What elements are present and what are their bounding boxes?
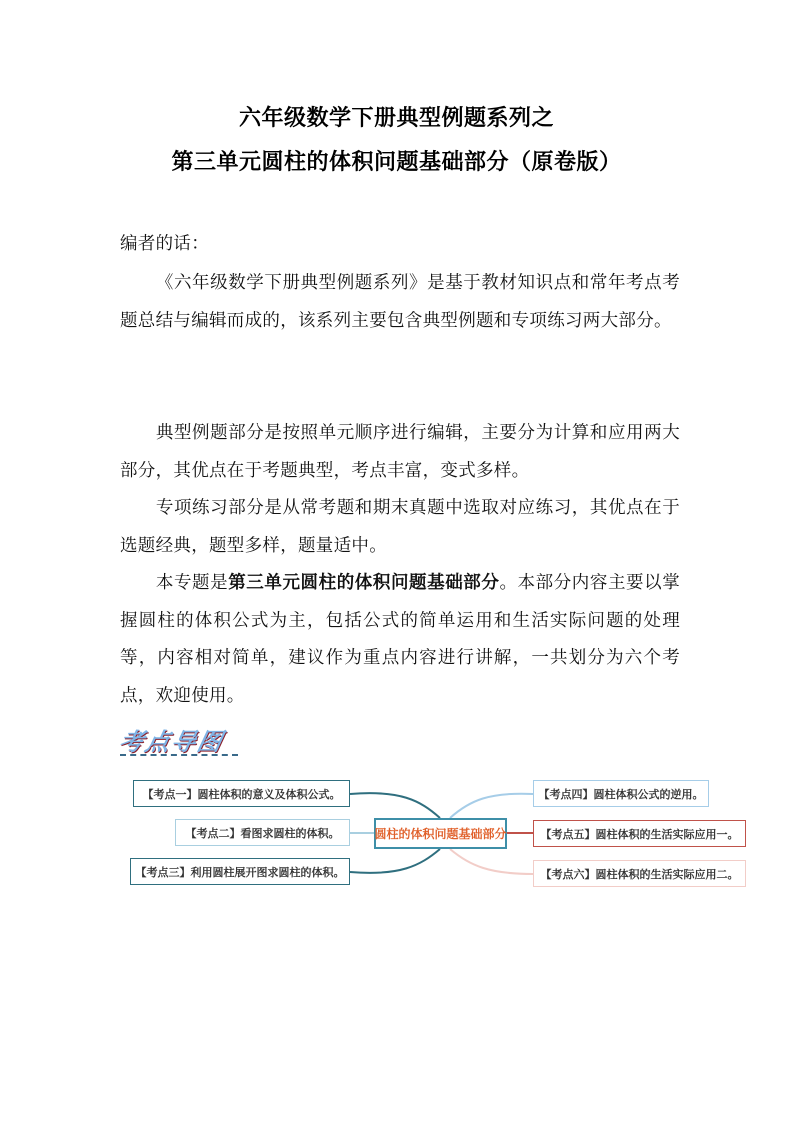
topic-bold-title: 第三单元圆柱的体积问题基础部分	[228, 573, 500, 593]
intro-paragraph: 《六年级数学下册典型例题系列》是基于教材知识点和常年考点考题总结与编辑而成的，该系列主要包含典型例题和专项练习两大部分。	[120, 273, 680, 331]
mindmap-node-point1: 【考点一】圆柱体积的意义及体积公式。	[133, 780, 350, 807]
mindmap-heading: 考点导图	[116, 728, 227, 756]
topic-paragraph	[120, 565, 680, 715]
mindmap-heading-underline	[120, 754, 238, 756]
mindmap-node-point3: 【考点三】利用圆柱展开图求圆柱的体积。	[130, 858, 350, 885]
document-title-line2: 第三单元圆柱的体积问题基础部分（原卷版）	[171, 150, 622, 175]
topic-suffix: 。本部分内容主要以掌握圆柱的体积公式为主，包括公式的简单运用和生活实际问题的处理等，内容相对简单，建议作为重点内容进行讲解，一共划分为六个考点，欢迎使用。	[120, 573, 681, 706]
mindmap-node-point5: 【考点五】圆柱体积的生活实际应用一。	[533, 820, 746, 847]
mindmap-node-point2: 【考点二】看图求圆柱的体积。	[175, 819, 350, 846]
document-title-line1: 六年级数学下册典型例题系列之	[238, 106, 554, 131]
editor-note-label: 编者的话：	[120, 234, 209, 254]
examples-paragraph: 典型例题部分是按照单元顺序进行编辑，主要分为计算和应用两大部分，其优点在于考题典型，考点丰富，变式多样。	[120, 423, 680, 481]
mindmap-node-point6: 【考点六】圆柱体积的生活实际应用二。	[533, 860, 746, 887]
topic-prefix: 本专题是	[155, 573, 229, 593]
mindmap	[0, 770, 793, 900]
exercises-paragraph: 专项练习部分是从常考题和期末真题中选取对应练习，其优点在于选题经典，题型多样，题量适中。	[120, 498, 680, 556]
mindmap-center-node: 圆柱的体积问题基础部分	[374, 818, 507, 849]
mindmap-node-point4: 【考点四】圆柱体积公式的逆用。	[533, 780, 709, 807]
